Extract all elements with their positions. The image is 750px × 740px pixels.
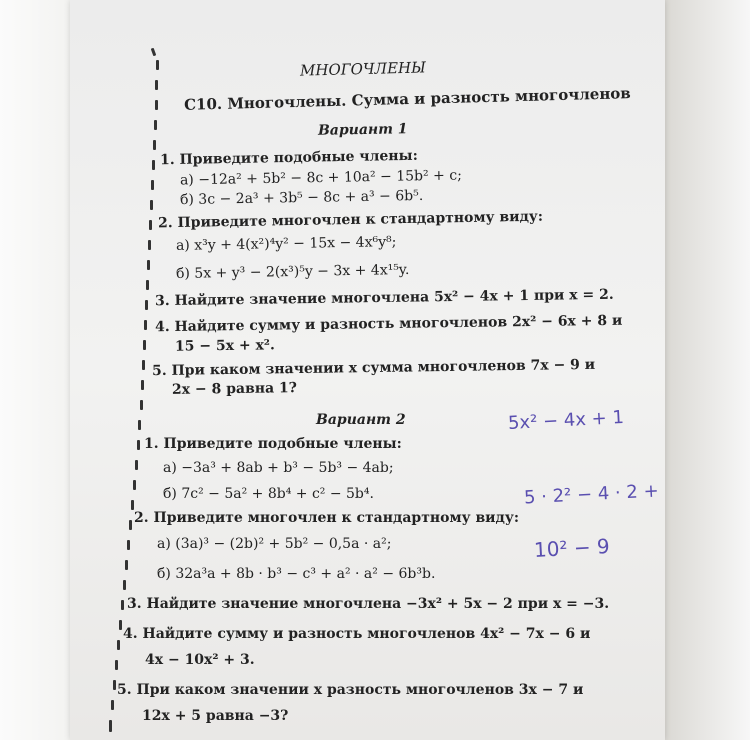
v2-task5-line1: 5. При каком значении x разность многочленов 3x − 7 и bbox=[117, 682, 584, 698]
v2-task2-b: б) 32a³a + 8b · b³ − c³ + a² · a² − 6b³b. bbox=[157, 566, 436, 582]
v1-task2-label: 2. Приведите многочлен к стандартному виду: bbox=[157, 208, 544, 232]
v2-task2-label: 2. Приведите многочлен к стандартному виду: bbox=[134, 510, 520, 526]
chapter-title: МНОГОЧЛЕНЫ bbox=[299, 58, 427, 80]
v1-task4-line1: 4. Найдите сумму и разность многочленов 2x² − 6x + 8 и bbox=[154, 312, 623, 336]
v2-task4-line1: 4. Найдите сумму и разность многочленов 4x² − 7x − 6 и bbox=[123, 626, 591, 642]
variant1-title: Вариант 1 bbox=[317, 121, 408, 139]
v2-task5-line2: 12x + 5 равна −3? bbox=[142, 708, 289, 724]
v1-task2-b: б) 5x + y³ − 2(x³)⁵y − 3x + 4x¹⁵y. bbox=[175, 261, 410, 283]
v1-task2-a: а) x³y + 4(x²)⁴y² − 15x − 4x⁶y⁸; bbox=[175, 234, 397, 254]
v2-task2-a: а) (3a)³ − (2b)² + 5b² − 0,5a · a²; bbox=[157, 536, 392, 552]
v2-task1-a: а) −3a³ + 8ab + b³ − 5b³ − 4ab; bbox=[163, 460, 394, 476]
v2-task1-label: 1. Приведите подобные члены: bbox=[144, 436, 402, 452]
handwritten-line2: 5 · 2² − 4 · 2 + bbox=[523, 480, 660, 509]
v1-task4-line2: 15 − 5x + x². bbox=[174, 337, 275, 355]
v1-task5-line1: 5. При каком значении x сумма многочленов 7x − 9 и bbox=[151, 356, 596, 380]
handwritten-line1: 5x² − 4x + 1 bbox=[507, 406, 625, 435]
variant2-title: Вариант 2 bbox=[316, 412, 406, 428]
background-right bbox=[660, 0, 750, 740]
v2-task1-b: б) 7c² − 5a² + 8b⁴ + c² − 5b⁴. bbox=[163, 486, 374, 502]
v1-task3: 3. Найдите значение многочлена 5x² − 4x + 1 при x = 2. bbox=[154, 286, 614, 310]
v1-task1-label: 1. Приведите подобные члены: bbox=[159, 147, 418, 169]
handwritten-line3: 10² − 9 bbox=[533, 534, 611, 562]
v1-task5-line2: 2x − 8 равна 1? bbox=[171, 380, 298, 398]
v2-task3: 3. Найдите значение многочлена −3x² + 5x − 2 при x = −3. bbox=[127, 596, 610, 612]
v1-task1-b: б) 3c − 2a³ + 3b⁵ − 8c + a³ − 6b⁵. bbox=[179, 187, 424, 209]
section-title: С10. Многочлены. Сумма и разность многочленов bbox=[183, 84, 631, 114]
v2-task4-line2: 4x − 10x² + 3. bbox=[145, 652, 255, 668]
v1-task1-a: а) −12a² + 5b² − 8c + 10a² − 15b² + c; bbox=[179, 167, 462, 189]
